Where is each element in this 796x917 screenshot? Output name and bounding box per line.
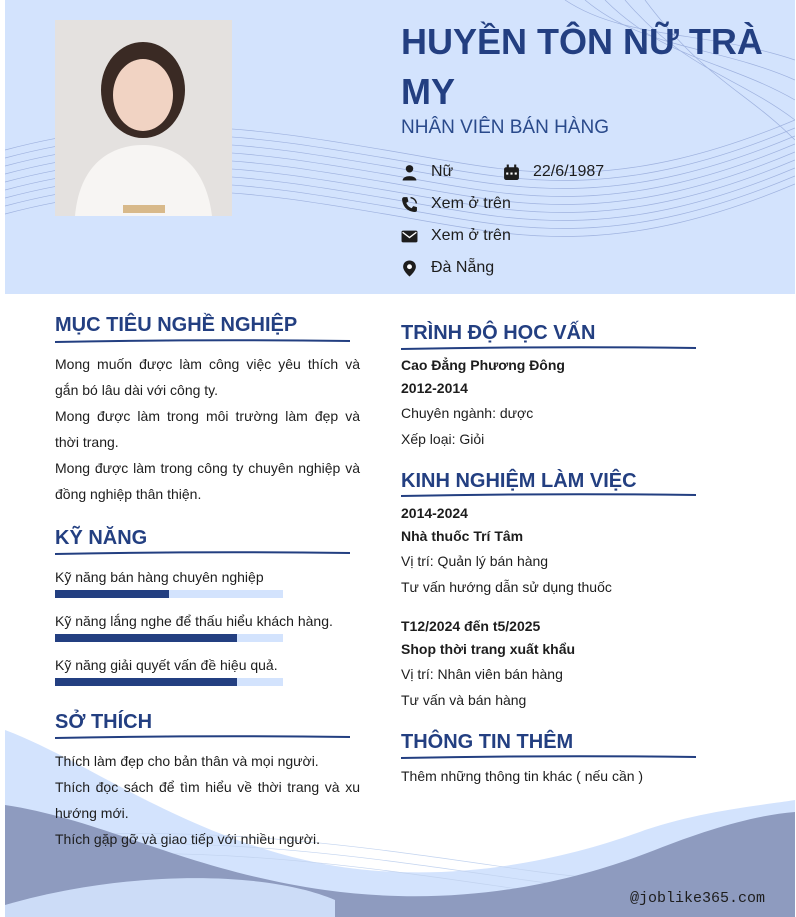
phone-value: Xem ở trên — [431, 195, 511, 212]
phone-icon — [401, 196, 418, 213]
job-position: Vị trí: Quản lý bán hàng — [401, 553, 549, 569]
gender-value: Nữ — [431, 163, 454, 180]
birthday-row — [503, 163, 604, 181]
profile-photo — [55, 20, 232, 216]
objective-underline — [55, 337, 350, 345]
calendar-icon — [503, 164, 520, 181]
hobbies-title: SỞ THÍCH — [55, 711, 153, 733]
objective-line: Mong được làm trong môi trường làm đẹp và thời trang. — [55, 408, 360, 450]
skill-label: Kỹ năng giải quyết vấn đề hiệu quả. — [55, 657, 278, 673]
skill-bar-fill — [55, 678, 237, 686]
skill-bar-fill — [55, 590, 169, 598]
address-row — [401, 259, 494, 277]
experience-job — [401, 615, 741, 713]
location-pin-icon — [401, 260, 418, 277]
extra-info-text: Thêm những thông tin khác ( nếu cần ) — [401, 768, 644, 784]
skill-bar — [55, 634, 283, 642]
experience-job — [401, 502, 741, 600]
job-period: T12/2024 đến t5/2025 — [401, 618, 541, 634]
email-icon — [401, 228, 418, 245]
objective-line: Mong được làm trong công ty chuyên nghiệp và đồng nghiệp thân thiện. — [55, 460, 360, 502]
birthday-value: 22/6/1987 — [533, 163, 605, 180]
avatar — [55, 20, 232, 216]
experience-title: KINH NGHIỆM LÀM VIỆC — [401, 470, 637, 492]
hobby-line: Thích đọc sách để tìm hiểu về thời trang và xu hướng mới. — [55, 779, 360, 821]
skills-title: KỸ NĂNG — [55, 527, 148, 549]
hobbies-underline — [55, 733, 350, 741]
skills-underline — [55, 549, 350, 557]
skill-label: Kỹ năng lắng nghe để thấu hiểu khách hàng. — [55, 613, 333, 629]
objective-title: MỤC TIÊU NGHỀ NGHIỆP — [55, 314, 298, 336]
skill-bar-fill — [55, 634, 237, 642]
extra-info-title: THÔNG TIN THÊM — [401, 731, 574, 753]
candidate-name: HUYỀN TÔN NỮ TRÀ MY — [401, 21, 763, 112]
education-grade: Xếp loại: Giỏi — [401, 431, 485, 447]
job-description: Tư vấn hướng dẫn sử dụng thuốc — [401, 579, 612, 595]
objective-line: Mong muốn được làm công việc yêu thích và gắn bó lâu dài với công ty. — [55, 356, 360, 398]
education-major: Chuyên ngành: dược — [401, 405, 534, 421]
education-block — [401, 354, 741, 452]
phone-row — [401, 195, 511, 213]
job-company: Nhà thuốc Trí Tâm — [401, 528, 524, 544]
job-company: Shop thời trang xuất khẩu — [401, 641, 576, 657]
education-years: 2012-2014 — [401, 380, 468, 396]
extra-info-underline — [401, 753, 696, 761]
education-title: TRÌNH ĐỘ HỌC VẤN — [401, 322, 596, 344]
hobby-line: Thích làm đẹp cho bản thân và mọi người. — [55, 753, 319, 769]
email-value: Xem ở trên — [431, 227, 511, 244]
cv-page — [5, 0, 795, 917]
address-value: Đà Nẵng — [431, 259, 495, 276]
hobbies-text — [55, 748, 360, 852]
skill-bar — [55, 590, 283, 598]
job-position: Vị trí: Nhân viên bán hàng — [401, 666, 563, 682]
watermark: @joblike365.com — [629, 890, 765, 907]
skill-label: Kỹ năng bán hàng chuyên nghiệp — [55, 569, 264, 585]
email-row — [401, 227, 511, 245]
job-period: 2014-2024 — [401, 505, 468, 521]
experience-underline — [401, 491, 696, 499]
school-name: Cao Đẳng Phương Đông — [401, 357, 565, 373]
job-title: NHÂN VIÊN BÁN HÀNG — [401, 117, 609, 138]
skill-bar — [55, 678, 283, 686]
job-description: Tư vấn và bán hàng — [401, 692, 527, 708]
gender-row — [401, 163, 453, 181]
user-icon — [401, 164, 418, 181]
hobby-line: Thích gặp gỡ và giao tiếp với nhiều người. — [55, 831, 320, 847]
education-underline — [401, 344, 696, 352]
objective-text — [55, 351, 360, 507]
